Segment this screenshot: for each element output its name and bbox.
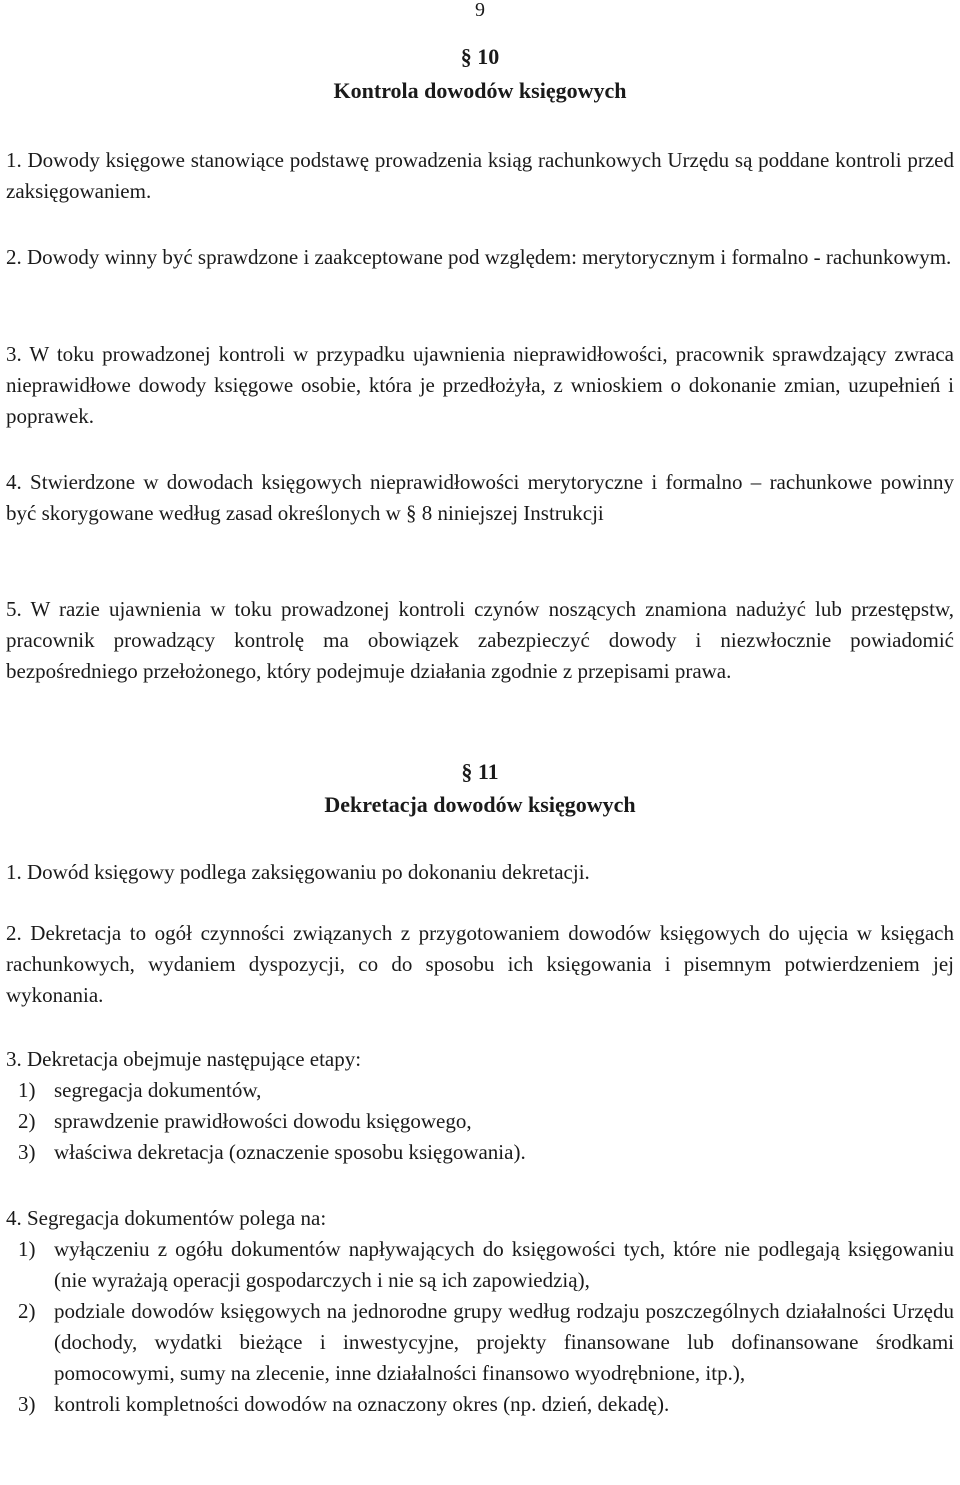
section-11-paragraph-1: 1. Dowód księgowy podlega zaksięgowaniu po dokonaniu dekretacji. [6,860,590,884]
section-10-paragraph-2: 2. Dowody winny być sprawdzone i zaakceptowane pod względem: merytorycznym i formalno - rachunkowym. [6,245,952,269]
list-item [6,1075,954,1106]
section-10-paragraph-4: 4. Stwierdzone w dowodach księgowych nieprawidłowości merytoryczne i formalno – rachunkowe powinny być skorygowane według zasad określonych w § 8 niniejszej Instrukcji [6,470,954,525]
list-item-text: segregacja dokumentów, [54,1078,262,1102]
list-item-number: 3) [18,1140,36,1164]
list-item-text: właściwa dekretacja (oznaczenie sposobu księgowania). [54,1140,526,1164]
list-item-number: 3) [18,1392,36,1416]
list-item-text: kontroli kompletności dowodów na oznaczony okres (np. dzień, dekadę). [54,1392,670,1416]
list-intro: 3. Dekretacja obejmuje następujące etapy: [6,1047,362,1071]
list-item [6,1389,954,1420]
section-10-sign: § 10 [460,44,500,69]
section-10-paragraph-5: 5. W razie ujawnienia w toku prowadzonej kontroli czynów noszących znamiona nadużyć lub przestępstw, pracownik prowadzący kontrolę ma obowiązek zabezpieczyć dowody i niezwłocznie powiadomić bezpośredniego przełożonego, który podejmuje działania zgodnie z przepisami prawa. [6,597,954,683]
list-item-text: podziale dowodów księgowych na jednorodne grupy według rodzaju poszczególnych działalności Urzędu (dochody, wydatki bieżące i inwestycyjne, projekty finansowane lub dofinansowane środkami pomocowymi, sumy na zlecenie, inne działalności finansowo wyodrębnione, itp.), [54,1299,954,1385]
list-item-number: 2) [18,1109,36,1133]
section-10-title: Kontrola dowodów księgowych [333,78,627,103]
list-item [6,1137,954,1168]
list-intro: 4. Segregacja dokumentów polega na: [6,1206,327,1230]
section-11-paragraph-4 [6,1203,954,1420]
section-11-sign: § 11 [461,759,499,784]
list-item [6,1106,954,1137]
section-11-title: Dekretacja dowodów księgowych [324,792,636,817]
list-item-text: sprawdzenie prawidłowości dowodu księgowego, [54,1109,472,1133]
list-item-number: 1) [18,1078,36,1102]
list-item [6,1296,954,1389]
section-10-paragraph-1: 1. Dowody księgowe stanowiące podstawę prowadzenia ksiąg rachunkowych Urzędu są poddane kontroli przed zaksięgowaniem. [6,148,954,203]
list-item [6,1234,954,1296]
section-11-paragraph-2: 2. Dekretacja to ogół czynności związanych z przygotowaniem dowodów księgowych do ujęcia w księgach rachunkowych, wydaniem dyspozycji, co do sposobu ich księgowania i pisemnym potwierdzeniem jej wykonania. [6,921,954,1007]
section-10-paragraph-3: 3. W toku prowadzonej kontroli w przypadku ujawnienia nieprawidłowości, pracownik sprawdzający zwraca nieprawidłowe dowody księgowe osobie, która je przedłożyła, z wnioskiem o dokonanie zmian, uzupełnień i poprawek. [6,342,954,428]
list-item-text: wyłączeniu z ogółu dokumentów napływających do księgowości tych, które nie podlegają księgowaniu (nie wyrażają operacji gospodarczych i nie są ich zapowiedzią), [54,1237,954,1292]
section-11-paragraph-3 [6,1044,954,1168]
list-item-number: 2) [18,1299,36,1323]
page-number: 9 [475,0,485,21]
list-item-number: 1) [18,1237,36,1261]
